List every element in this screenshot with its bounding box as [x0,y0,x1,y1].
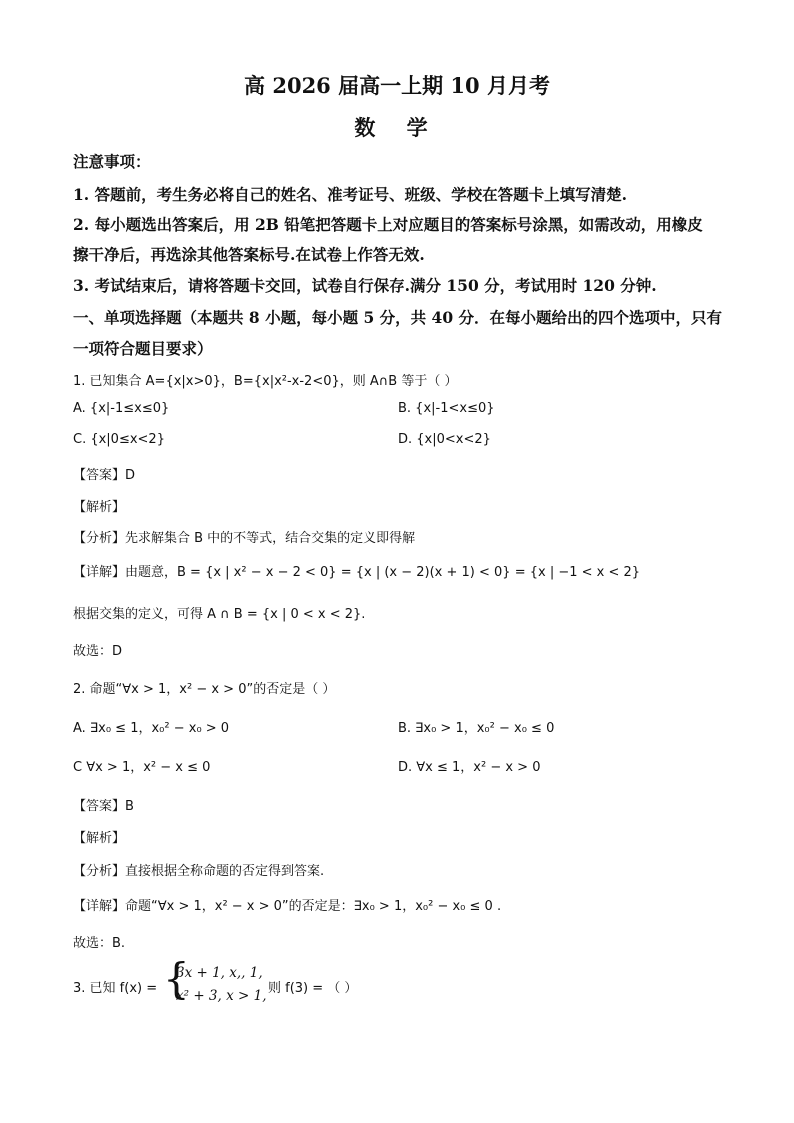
q1-detail: 【详解】由题意，B = {x | x² − x − 2 < 0} = {x | (x − 2)(x + 1) < 0} = {x | −1 < x < 2} [73,565,641,580]
section-heading-line2: 一项符合题目要求） [73,339,213,358]
subject-title: 数 学 [354,115,440,140]
q1-stem: 1. 已知集合 A={x|x>0}，B={x|x²-x-2<0}，则 A∩B 等于（ ） [73,374,458,389]
notice-item-2a: 2. 每小题选出答案后，用 2B 铅笔把答题卡上对应题目的答案标号涂黑，如需改动，用橡皮 [73,215,703,234]
q2-detail: 【详解】命题“∀x > 1，x² − x > 0”的否定是：∃x₀ > 1，x₀² − x₀ ≤ 0 . [73,899,502,914]
q2-option-a: A. ∃x₀ ≤ 1，x₀² − x₀ > 0 [73,721,230,736]
exam-title: 高 2026 届高一上期 10 月月考 [244,73,550,98]
q1-conclusion: 根据交集的定义，可得 A ∩ B = {x | 0 < x < 2}. [73,607,366,622]
q1-option-b: B. {x|-1<x≤0} [398,401,495,416]
section-heading-line1: 一、单项选择题（本题共 8 小题，每小题 5 分，共 40 分．在每小题给出的四个选项中，只有 [73,308,723,327]
q1-option-a: A. {x|-1≤x≤0} [73,401,170,416]
q2-choice: 故选：B. [73,936,126,951]
q1-option-d: D. {x|0<x<2} [398,432,491,447]
q3-suffix: 则 f(3) = （ ） [268,981,358,996]
q3-prefix: 3. 已知 f(x) = [73,981,158,996]
q2-analysis-tag: 【解析】 [73,831,126,846]
q2-option-d: D. ∀x ≤ 1，x² − x > 0 [398,760,541,775]
q1-option-c: C. {x|0≤x<2} [73,432,165,447]
notice-item-1: 1. 答题前，考生务必将自己的姓名、准考证号、班级、学校在答题卡上填写清楚. [73,185,627,204]
q1-choice: 故选：D [73,644,123,659]
q2-analysis: 【分析】直接根据全称命题的否定得到答案. [73,864,325,879]
notice-item-3: 3. 考试结束后，请将答题卡交回，试卷自行保存.满分 150 分，考试用时 120 分钟. [73,276,657,295]
q1-analysis-tag: 【解析】 [73,500,126,515]
q3-case-2: x² + 3, x > 1, [176,988,267,1004]
piecewise-brace: { [163,954,190,1003]
q1-answer: 【答案】D [73,468,136,483]
q2-answer: 【答案】B [73,799,134,814]
q2-stem: 2. 命题“∀x > 1，x² − x > 0”的否定是（ ） [73,682,336,697]
q2-option-c: C ∀x > 1，x² − x ≤ 0 [73,760,211,775]
notice-item-2b: 擦干净后，再选涂其他答案标号.在试卷上作答无效. [73,245,425,264]
q3-case-1: 3x + 1, x,, 1, [176,965,263,981]
q1-analysis: 【分析】先求解集合 B 中的不等式，结合交集的定义即得解 [73,531,416,546]
notice-heading: 注意事项： [73,152,151,171]
q2-option-b: B. ∃x₀ > 1，x₀² − x₀ ≤ 0 [398,721,555,736]
